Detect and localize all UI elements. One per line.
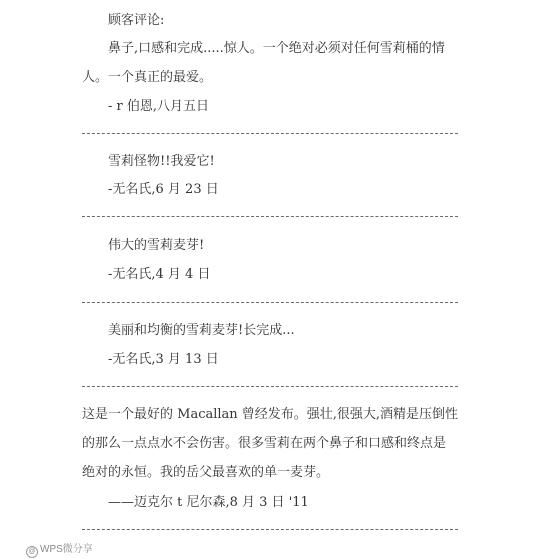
review-4-text: 美丽和均衡的雪莉麦芽!长完成...: [108, 323, 295, 338]
wps-share-watermark: [26, 543, 93, 558]
review-5-text-line-3: 绝对的永恒。我的岳父最喜欢的单一麦芽。: [82, 465, 330, 480]
divider: [82, 529, 458, 530]
review-3-author: -无名氏,4 月 4 日: [108, 267, 211, 282]
review-5-author: ——迈克尔 t 尼尔森,8 月 3 日 '11: [108, 495, 309, 510]
divider: [82, 302, 458, 303]
reviews-heading: 顾客评论:: [108, 13, 165, 28]
divider: [82, 386, 458, 387]
divider: [82, 133, 458, 134]
watermark-text: WPS微分享: [40, 544, 93, 555]
review-1-text-line-1: 鼻子,口感和完成.....惊人。一个绝对必须对任何雪莉桶的情: [108, 41, 445, 56]
divider: [82, 216, 458, 217]
review-1-author: - r 伯恩,八月五日: [108, 99, 210, 114]
review-2-text: 雪莉怪物!!我爱它!: [108, 154, 215, 169]
review-1-text-line-2: 人。一个真正的最爱。: [82, 70, 213, 85]
review-5-text-line-2: 的那么一点点水不会伤害。很多雪莉在两个鼻子和口感和终点是: [82, 436, 447, 451]
review-5-text-line-1: 这是一个最好的 Macallan 曾经发布。强壮,很强大,酒精是压倒性: [82, 407, 459, 422]
review-3-text: 伟大的雪莉麦芽!: [108, 238, 205, 253]
review-4-author: -无名氏,3 月 13 日: [108, 352, 219, 367]
review-2-author: -无名氏,6 月 23 日: [108, 182, 219, 197]
at-sign-icon: @: [26, 546, 38, 558]
